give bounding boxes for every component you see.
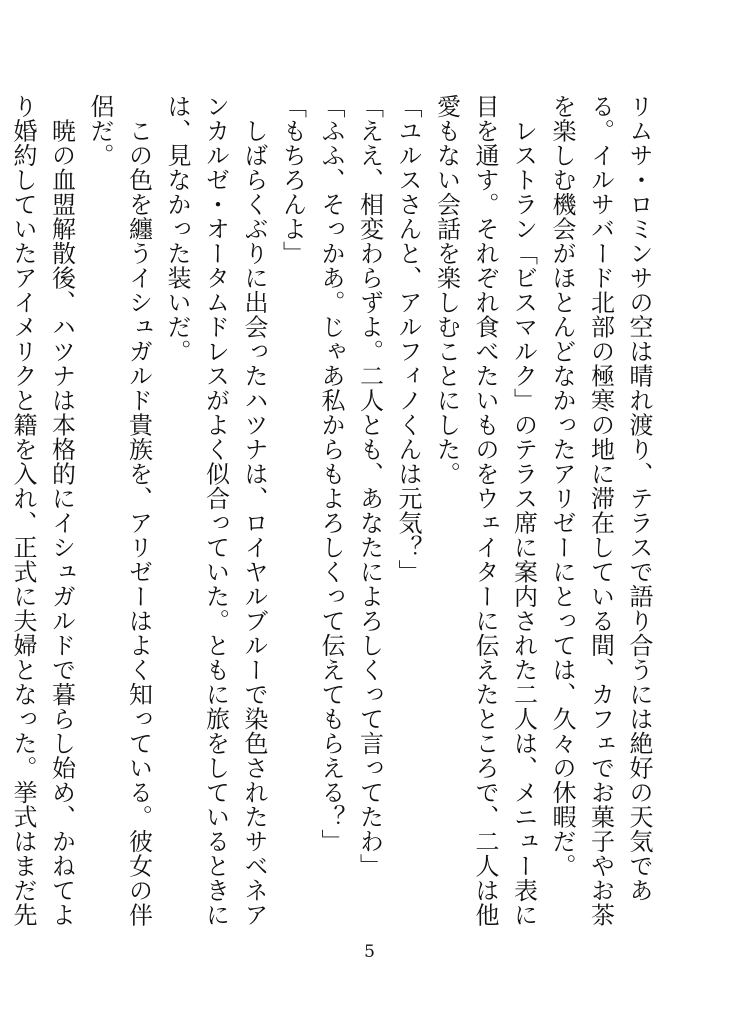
paragraph-3: しばらくぶりに出会ったハツナは、ロイヤルブルーで染色されたサベネアンカルゼ・オータムドレスがよく似合っていた。ともに旅をしているときには、見なかった装いだ。 bbox=[163, 94, 268, 927]
dialogue-line-2: 「ええ、相変わらずよ。二人とも、あなたによろしくって言ってたわ」 bbox=[355, 94, 384, 878]
dialogue-line-1: 「ユルスさんと、アルフィノくんは元気？」 bbox=[394, 94, 422, 584]
vertical-text-body bbox=[9, 94, 658, 944]
paragraph-1: リムサ・ロミンサの空は晴れ渡り、テラスで語り合うには絶好の天気である。イルサバード北部の極寒の地に滞在している間、カフェでお菓子やお茶を楽しむ機会がほとんどなかったアリゼーにとっては、久々の休暇だ。 bbox=[548, 94, 653, 927]
paragraph-2: レストラン「ビスマルク」のテラス席に案内された二人は、メニュー表に目を通す。それぞれ食べたいものをウェイターに伝えたところで、二人は他愛もない会話を楽しむことにした。 bbox=[432, 94, 538, 927]
paragraph-5: 暁の血盟解散後、ハツナは本格的にイシュガルドで暮らし始め、かねてより婚約していたアイメリクと籍を入れ、正式に夫婦となった。挙式はまだ先 bbox=[9, 94, 76, 927]
dialogue-line-4: 「もちろんよ」 bbox=[278, 94, 307, 266]
paragraph-4: この色を纏うイシュガルド貴族を、アリゼーはよく知っている。彼女の伴侶だ。 bbox=[86, 94, 153, 927]
dialogue-line-3: 「ふふ、そっかあ。じゃあ私からもよろしくって伝えてもらえる？」 bbox=[317, 94, 345, 854]
page-number: 5 bbox=[364, 942, 375, 962]
